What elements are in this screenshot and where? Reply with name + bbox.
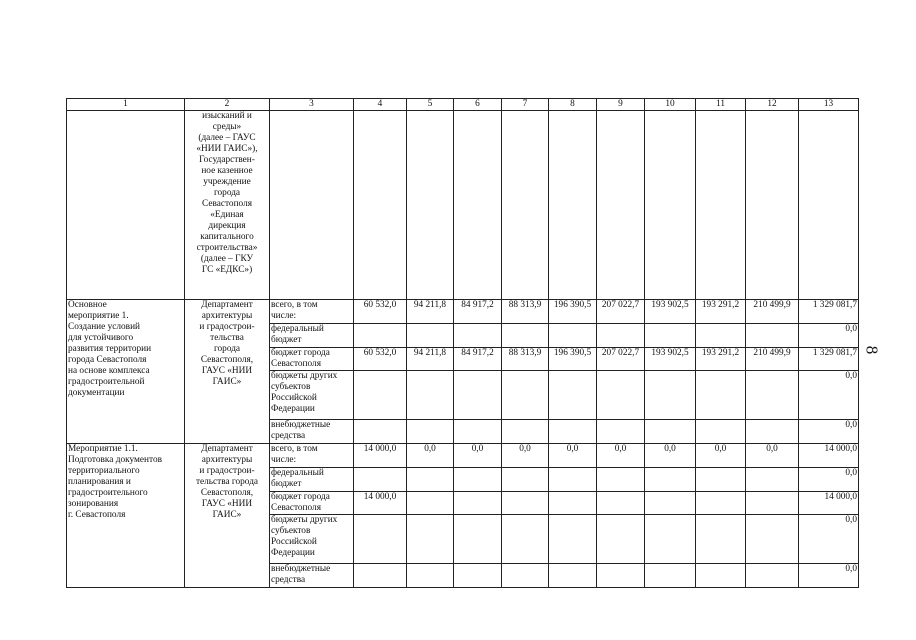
value-cell <box>354 420 407 444</box>
value-cell <box>645 324 696 348</box>
value-cell <box>645 492 696 515</box>
column-header: 7 <box>502 99 549 111</box>
value-cell: 0,0 <box>645 444 696 468</box>
value-cell <box>354 468 407 492</box>
value-cell: 88 313,9 <box>502 348 549 371</box>
value-cell <box>502 515 549 564</box>
value-cell <box>407 420 454 444</box>
value-cell <box>746 468 799 492</box>
column-header: 1 <box>67 99 185 111</box>
value-cell: 193 902,5 <box>645 300 696 324</box>
value-cell: 94 211,8 <box>407 348 454 371</box>
value-cell <box>696 564 746 588</box>
value-cell: 14 000,0 <box>354 492 407 515</box>
table-cell <box>270 111 354 300</box>
value-cell: 0,0 <box>799 515 859 564</box>
value-cell: 0,0 <box>407 444 454 468</box>
column-header: 3 <box>270 99 354 111</box>
value-cell <box>645 564 696 588</box>
value-cell: 14 000,0 <box>799 492 859 515</box>
value-cell: 0,0 <box>549 444 597 468</box>
value-cell <box>597 468 645 492</box>
value-cell: 1 329 081,7 <box>799 348 859 371</box>
value-cell <box>454 324 502 348</box>
funding-source-cell: бюджет города Севастополя <box>270 492 354 515</box>
value-cell <box>746 371 799 420</box>
value-cell <box>454 564 502 588</box>
value-cell: 84 917,2 <box>454 300 502 324</box>
column-header: 11 <box>696 99 746 111</box>
table-cell <box>407 111 454 300</box>
table-cell <box>696 111 746 300</box>
table-row <box>67 300 859 324</box>
value-cell <box>549 468 597 492</box>
column-header: 2 <box>185 99 270 111</box>
value-cell <box>354 515 407 564</box>
funding-source-cell: бюджеты других субъектов Российской Федерации <box>270 515 354 564</box>
value-cell <box>696 420 746 444</box>
funding-source-cell: внебюджетные средства <box>270 564 354 588</box>
value-cell <box>407 564 454 588</box>
value-cell: 0,0 <box>799 468 859 492</box>
value-cell: 14 000,0 <box>799 444 859 468</box>
value-cell <box>549 420 597 444</box>
value-cell <box>645 371 696 420</box>
value-cell <box>502 468 549 492</box>
value-cell <box>645 468 696 492</box>
funding-source-cell: федеральный бюджет <box>270 324 354 348</box>
value-cell <box>407 515 454 564</box>
value-cell <box>354 371 407 420</box>
table-row <box>67 444 859 468</box>
value-cell: 0,0 <box>746 444 799 468</box>
value-cell: 14 000,0 <box>354 444 407 468</box>
activity-title-cell: Основное мероприятие 1. Создание условий для устойчивого развития территории города Севастополя на основе комплекса градостроительной документации <box>67 300 185 444</box>
table-body <box>67 99 859 588</box>
table-cell <box>549 111 597 300</box>
value-cell <box>549 564 597 588</box>
value-cell: 193 291,2 <box>696 348 746 371</box>
executor-cell: изысканий и среды» (далее – ГАУС «НИИ ГАИС»), Государствен- ное казенное учреждение города Севастополя «Единая дирекция капитального строительства» (далее – ГКУ ГС «ЕДКС») <box>185 111 270 300</box>
value-cell: 210 499,9 <box>746 300 799 324</box>
value-cell <box>696 468 746 492</box>
value-cell <box>597 324 645 348</box>
value-cell: 60 532,0 <box>354 300 407 324</box>
table-cell <box>597 111 645 300</box>
table-cell <box>354 111 407 300</box>
value-cell <box>696 515 746 564</box>
column-header: 4 <box>354 99 407 111</box>
funding-source-cell: всего, в том числе: <box>270 444 354 468</box>
value-cell <box>549 492 597 515</box>
column-header: 13 <box>799 99 859 111</box>
funding-source-cell: федеральный бюджет <box>270 468 354 492</box>
table-cell <box>502 111 549 300</box>
continuation-row <box>67 111 859 300</box>
table-cell <box>746 111 799 300</box>
value-cell <box>696 492 746 515</box>
value-cell <box>502 564 549 588</box>
value-cell: 0,0 <box>696 444 746 468</box>
value-cell <box>696 324 746 348</box>
value-cell: 0,0 <box>799 371 859 420</box>
table-cell <box>454 111 502 300</box>
executor-cell: Департамент архитектуры и градострои- тельства города Севастополя, ГАУС «НИИ ГАИС» <box>185 300 270 444</box>
value-cell <box>502 371 549 420</box>
value-cell <box>454 420 502 444</box>
value-cell <box>549 515 597 564</box>
table-cell <box>67 111 185 300</box>
value-cell <box>597 564 645 588</box>
value-cell: 0,0 <box>799 564 859 588</box>
value-cell <box>454 492 502 515</box>
activity-title-cell: Мероприятие 1.1. Подготовка документов территориального планирования и градостроительного зонирования г. Севастополя <box>67 444 185 588</box>
value-cell <box>502 420 549 444</box>
value-cell <box>454 371 502 420</box>
funding-source-cell: внебюджетные средства <box>270 420 354 444</box>
value-cell <box>549 371 597 420</box>
header-row <box>67 99 859 111</box>
value-cell <box>746 420 799 444</box>
value-cell: 196 390,5 <box>549 348 597 371</box>
value-cell <box>597 492 645 515</box>
value-cell: 193 902,5 <box>645 348 696 371</box>
value-cell: 193 291,2 <box>696 300 746 324</box>
value-cell: 94 211,8 <box>407 300 454 324</box>
value-cell <box>597 420 645 444</box>
value-cell: 0,0 <box>502 444 549 468</box>
value-cell <box>407 492 454 515</box>
column-header: 9 <box>597 99 645 111</box>
value-cell <box>645 420 696 444</box>
value-cell <box>454 468 502 492</box>
funding-source-cell: бюджет города Севастополя <box>270 348 354 371</box>
value-cell <box>502 324 549 348</box>
value-cell <box>746 515 799 564</box>
value-cell <box>454 515 502 564</box>
value-cell: 60 532,0 <box>354 348 407 371</box>
table-cell <box>645 111 696 300</box>
value-cell: 0,0 <box>454 444 502 468</box>
value-cell <box>746 324 799 348</box>
value-cell <box>549 324 597 348</box>
budget-table <box>66 98 859 588</box>
value-cell <box>354 324 407 348</box>
value-cell <box>597 515 645 564</box>
value-cell <box>407 468 454 492</box>
value-cell <box>502 492 549 515</box>
value-cell <box>597 371 645 420</box>
value-cell: 84 917,2 <box>454 348 502 371</box>
value-cell: 207 022,7 <box>597 348 645 371</box>
value-cell: 196 390,5 <box>549 300 597 324</box>
value-cell <box>407 324 454 348</box>
executor-cell: Департамент архитектуры и градострои- тельства города Севастополя, ГАУС «НИИ ГАИС» <box>185 444 270 588</box>
column-header: 10 <box>645 99 696 111</box>
value-cell: 207 022,7 <box>597 300 645 324</box>
value-cell <box>696 371 746 420</box>
value-cell: 0,0 <box>799 420 859 444</box>
value-cell: 210 499,9 <box>746 348 799 371</box>
table-cell <box>799 111 859 300</box>
page-number: 8 <box>862 345 882 355</box>
value-cell <box>746 564 799 588</box>
column-header: 12 <box>746 99 799 111</box>
value-cell <box>746 492 799 515</box>
column-header: 6 <box>454 99 502 111</box>
funding-source-cell: бюджеты других субъектов Российской Федерации <box>270 371 354 420</box>
value-cell: 1 329 081,7 <box>799 300 859 324</box>
value-cell <box>407 371 454 420</box>
funding-source-cell: всего, в том числе: <box>270 300 354 324</box>
column-header: 5 <box>407 99 454 111</box>
column-header: 8 <box>549 99 597 111</box>
value-cell: 88 313,9 <box>502 300 549 324</box>
value-cell: 0,0 <box>597 444 645 468</box>
value-cell: 0,0 <box>799 324 859 348</box>
value-cell <box>354 564 407 588</box>
value-cell <box>645 515 696 564</box>
